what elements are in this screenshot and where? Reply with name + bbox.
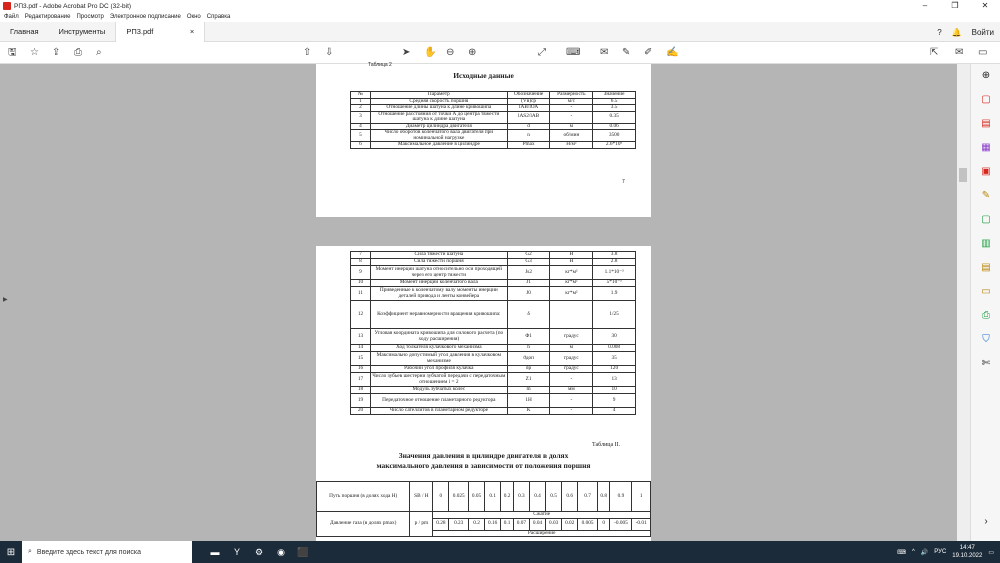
notifications-icon[interactable]: ▭	[988, 549, 994, 556]
sh-value: 0.7	[578, 482, 598, 512]
table-row	[351, 373, 636, 387]
clock[interactable]	[952, 544, 982, 560]
table-cell: 8	[351, 259, 371, 266]
table-row	[351, 408, 636, 415]
table-cell: G2	[507, 252, 550, 259]
tab-tools[interactable]: Инструменты	[58, 26, 106, 36]
table-cell: 3	[351, 111, 371, 123]
prev-page-icon[interactable]: ⇧	[303, 47, 312, 58]
help-icon[interactable]: ?	[937, 27, 942, 37]
table-row	[351, 252, 636, 259]
table-cell: градус	[550, 329, 593, 345]
table-cell: Передаточное отношение планетарного редуктора	[370, 394, 507, 408]
table-cell: Максимально допустимый угол давления в кулачковом механизме	[370, 352, 507, 366]
table-cell: d	[507, 123, 550, 130]
table-cell: 5	[351, 130, 371, 142]
menu-file[interactable]: Файл	[4, 14, 19, 20]
table-cell: 5*10⁻³	[593, 280, 636, 287]
table-cell: 13	[351, 329, 371, 345]
more-tools-icon[interactable]: ✄	[981, 358, 991, 369]
menu-esign[interactable]: Электронное подписание	[109, 14, 181, 20]
table-cell: δp	[507, 366, 550, 373]
fit-page-icon[interactable]: ⤢	[538, 47, 546, 58]
sh-value: 0.1	[485, 482, 501, 512]
table-cell: 2	[351, 105, 371, 112]
table-cell: Н/м²	[550, 142, 593, 149]
app-icon[interactable]: ⚙	[254, 546, 264, 557]
menu-help[interactable]: Справка	[206, 14, 231, 20]
table-cell: -	[550, 408, 593, 415]
print-production-icon[interactable]: ⎙	[982, 310, 990, 321]
page-title: Исходные данные	[453, 71, 514, 80]
taskbar-search-placeholder: Введите здесь текст для поиска	[36, 548, 141, 556]
compare-icon[interactable]: ▤	[981, 262, 991, 273]
table-cell: -	[550, 111, 593, 123]
table-cell: J0	[507, 287, 550, 301]
table-cell: Диаметр цилиндра двигателя	[370, 123, 507, 130]
parameters-table	[350, 251, 636, 415]
taskbar-search[interactable]	[22, 541, 192, 563]
table-cell: 14	[351, 345, 371, 352]
scan-icon[interactable]: ▭	[981, 286, 991, 297]
table-cell: Н	[550, 259, 593, 266]
search-icon[interactable]: ⌕	[96, 47, 102, 58]
toolbar	[0, 42, 1000, 64]
table-row	[351, 366, 636, 373]
acrobat-icon	[3, 2, 11, 10]
table-caption-2: Таблица II.	[592, 442, 621, 448]
table-cell: Сила тяжести поршня	[370, 259, 507, 266]
table-row	[351, 345, 636, 352]
table-cell: 10	[351, 280, 371, 287]
table-cell: K	[507, 408, 550, 415]
pressure-label: Давление газа (в долях pmax)	[317, 512, 410, 537]
sh-value: 0	[433, 482, 449, 512]
edit-pdf-icon[interactable]: ▦	[981, 142, 991, 153]
pdf-page-8	[316, 246, 651, 541]
signin-button[interactable]: Войти	[971, 27, 994, 37]
table-cell: Момент инерции шатуна относительно оси проходящей через его центр тяжести	[370, 266, 507, 280]
table-cell: Угловая координата кривошипа для силового расчета (по ходу расширения)	[370, 329, 507, 345]
table-cell: 9	[351, 266, 371, 280]
table-row	[351, 142, 636, 149]
minimize-button[interactable]: –	[922, 1, 928, 10]
table-row	[351, 259, 636, 266]
windows-start-icon[interactable]: ⊞	[6, 546, 16, 558]
p-value: 0.04	[529, 518, 545, 530]
table-header-cell: Обозначение	[507, 92, 550, 99]
combine-icon[interactable]: ▥	[981, 238, 991, 249]
table-cell: 19	[351, 394, 371, 408]
path-label: Путь поршня (в долях хода H)	[317, 482, 410, 512]
table-cell: 3.8	[593, 252, 636, 259]
table-cell: 1.1*10⁻³	[593, 266, 636, 280]
table-row	[351, 394, 636, 408]
table-cell: 4	[593, 408, 636, 415]
sh-value: 0.5	[546, 482, 562, 512]
sh-value: 0.3	[513, 482, 529, 512]
table-cell: 6	[351, 142, 371, 149]
table-cell: 9	[593, 394, 636, 408]
table-cell: 1H	[507, 394, 550, 408]
clock-date: 19.10.2022	[952, 553, 983, 559]
table-cell: 16	[351, 366, 371, 373]
highlight-icon[interactable]: ✐	[644, 47, 653, 58]
table-cell: 35	[593, 352, 636, 366]
maximize-button[interactable]: ❐	[951, 1, 959, 10]
table-row	[351, 111, 636, 123]
table-cell: об/мин	[550, 130, 593, 142]
hand-tool-icon[interactable]: ✋	[424, 47, 437, 58]
table-row	[351, 329, 636, 345]
bell-icon[interactable]: 🔔	[951, 27, 962, 37]
table-cell: 17	[351, 373, 371, 387]
fill-sign-icon[interactable]: ✎	[981, 190, 991, 201]
zoom-out-icon[interactable]: ⊖	[446, 47, 455, 58]
table-cell: м	[550, 123, 593, 130]
chrome-icon[interactable]: ◉	[277, 546, 285, 557]
table-cell: 15	[351, 352, 371, 366]
table-cell: G3	[507, 259, 550, 266]
p-value: 0.16	[485, 518, 501, 530]
tab-document-label: РП3.pdf	[126, 26, 154, 36]
table-cell: Pmax	[507, 142, 550, 149]
table-header-cell: Размерность	[550, 92, 593, 99]
table-cell: 20	[351, 408, 371, 415]
sh-value: 0.9	[610, 482, 632, 512]
table-cell: Рабочий угол профиля кулачка	[370, 366, 507, 373]
menu-view[interactable]: Просмотр	[76, 14, 104, 20]
print-icon[interactable]: ⎙	[74, 47, 82, 58]
zoom-tool-icon[interactable]: ⊕	[981, 70, 991, 81]
table-cell: 1	[351, 98, 371, 105]
table-cell: Число оборотов коленчатого вала двигателя при номинальной нагрузке	[370, 130, 507, 142]
menu-window[interactable]: Окно	[186, 14, 201, 20]
table-cell: 13	[593, 373, 636, 387]
share-icon[interactable]: ⇱	[930, 47, 939, 58]
table-cell: 11	[351, 287, 371, 301]
p-value: 0.1	[501, 518, 514, 530]
table-cell: 30	[593, 329, 636, 345]
table-cell: 4	[351, 123, 371, 130]
table-cell: h	[507, 345, 550, 352]
p-value: 0.28	[433, 518, 449, 530]
menu-bar	[0, 12, 1000, 22]
table-row	[351, 301, 636, 329]
volume-icon[interactable]: 🔊	[920, 549, 929, 556]
table-cell	[550, 301, 593, 329]
p-value: 0.2	[469, 518, 485, 530]
p-value: 0.07	[513, 518, 529, 530]
table-cell: Модуль зубчатых колес	[370, 387, 507, 394]
keyboard-icon[interactable]: ⌨	[566, 47, 581, 58]
page-number: 7	[622, 179, 625, 185]
yandex-browser-icon[interactable]: Y	[233, 547, 240, 557]
table-cell: Максимальное давление в цилиндре	[370, 142, 507, 149]
table-cell: Н	[550, 252, 593, 259]
create-pdf-icon[interactable]: ▢	[981, 94, 991, 105]
table-cell: 0.06	[593, 123, 636, 130]
sh-value: 0.05	[469, 482, 485, 512]
table-cell: Z1	[507, 373, 550, 387]
table-cell: Число зубьев шестерни зубчатой передачи с передаточным отношением i = 2	[372, 372, 506, 385]
table-cell: 2.8	[593, 259, 636, 266]
table-row	[351, 130, 636, 142]
expand-left-panel-icon[interactable]: ▶	[3, 297, 8, 303]
table-row	[351, 280, 636, 287]
table-cell: (Vв)ср	[507, 98, 550, 105]
input-language[interactable]: РУС	[934, 549, 947, 555]
table-row	[351, 352, 636, 366]
table-cell: Приведенные к коленчатому валу моменты инерции деталей привода и ленты конвейера	[370, 287, 507, 301]
acrobat-taskbar-icon[interactable]: ⬛	[297, 546, 309, 557]
table-cell: 7	[351, 252, 371, 259]
scrollbar-thumb[interactable]	[959, 168, 967, 182]
vertical-scrollbar[interactable]	[957, 64, 970, 541]
save-icon[interactable]: 🖫	[8, 47, 17, 58]
table-cell: градус	[550, 352, 593, 366]
table-cell: 0.008	[593, 345, 636, 352]
send-review-icon[interactable]: ▢	[981, 214, 991, 225]
p-value: 0.02	[562, 518, 578, 530]
table-cell: м/с	[550, 98, 593, 105]
table-row	[351, 266, 636, 280]
sh-value: 1	[632, 482, 651, 512]
next-page-icon[interactable]: ⇩	[325, 47, 334, 58]
table-cell: Средняя скорость поршня	[370, 98, 507, 105]
table-cell: 1/25	[593, 301, 636, 329]
table-cell: Сила тяжести шатуна	[370, 252, 507, 259]
table-header-cell: №	[351, 92, 371, 99]
table-cell: градус	[550, 366, 593, 373]
table-cell: кг*м²	[550, 280, 593, 287]
sign-icon[interactable]: ✍	[666, 47, 679, 58]
table-header-cell: Значение	[593, 92, 636, 99]
table-cell: lAS2/lAB	[507, 111, 550, 123]
table-cell: lАВ/lОА	[507, 105, 550, 112]
table-row	[351, 287, 636, 301]
table-cell: 3500	[593, 130, 636, 142]
keyboard-tray-icon[interactable]: ⌨	[897, 549, 906, 556]
zoom-in-icon[interactable]: ⊕	[468, 47, 477, 58]
table-cell: Число сателлитов в планетарном редукторе	[370, 408, 507, 415]
table-cell: n	[507, 130, 550, 142]
table-cell: Js2	[507, 266, 550, 280]
p-value: -0.005	[610, 518, 632, 530]
table-cell: 0.35	[593, 111, 636, 123]
p-value: 0.005	[578, 518, 598, 530]
taskbar	[0, 541, 1000, 563]
tools-pane	[970, 64, 1000, 541]
table-cell: δ	[507, 301, 550, 329]
sh-value: 0.8	[597, 482, 610, 512]
table2-title-line1: Значения давления в цилиндре двигателя в долях	[398, 451, 569, 460]
source-data-table	[350, 91, 636, 149]
table-cell: 6.5	[593, 98, 636, 105]
table-cell: m	[507, 387, 550, 394]
table-row	[351, 387, 636, 394]
p-value: 0	[597, 518, 610, 530]
table-cell: 18	[351, 387, 371, 394]
table-cell: ϑдоп	[507, 352, 550, 366]
compression-label: Сжатие	[433, 512, 651, 519]
window-title: РП3.pdf - Adobe Acrobat Pro DC (32-bit)	[14, 2, 132, 10]
export-pdf-icon[interactable]: ▤	[981, 118, 991, 129]
bookmark-star-icon[interactable]: ☆	[30, 47, 39, 58]
collapse-pane-icon[interactable]: ›	[984, 516, 988, 527]
table-cell: Момент инерции коленчатого вала	[370, 280, 507, 287]
pdf-page-7	[316, 64, 651, 217]
table-cell: -	[550, 394, 593, 408]
upload-icon[interactable]: ⇪	[52, 47, 61, 58]
table-header-cell: Параметр	[370, 92, 507, 99]
comment-icon[interactable]: ✉	[600, 47, 609, 58]
sh-value: 0.2	[501, 482, 514, 512]
table-caption: Таблица 2	[368, 62, 392, 68]
sh-value: 0.025	[449, 482, 469, 512]
tab-document[interactable]	[115, 22, 205, 42]
table-cell: 12	[351, 301, 371, 329]
sh-value: 0.6	[562, 482, 578, 512]
table-cell: кг*м²	[550, 287, 593, 301]
file-explorer-icon[interactable]: ▬	[210, 547, 220, 557]
p-value: 0.03	[546, 518, 562, 530]
table-cell: 120	[593, 366, 636, 373]
mail-icon[interactable]: ✉	[955, 47, 964, 58]
table-cell: м	[550, 345, 593, 352]
close-tab-icon[interactable]: ×	[189, 26, 195, 36]
p-value: -0.01	[632, 518, 651, 530]
table-cell: Φ1	[507, 329, 550, 345]
organize-icon[interactable]: ▣	[981, 166, 991, 177]
table-cell: Отношение расстояния от точки А до центра тяжести шатуна к длине шатуна	[370, 111, 507, 123]
comments-icon[interactable]: ▭	[978, 47, 988, 58]
table-cell: Отношение длины шатуна к длине кривошипа	[370, 105, 507, 112]
table-cell: -	[550, 105, 593, 112]
sh-symbol: SB / H	[410, 482, 433, 512]
protect-icon[interactable]: ⛉	[982, 334, 990, 345]
close-window-button[interactable]: ✕	[981, 1, 989, 10]
search-icon-taskbar: ⌕	[28, 548, 32, 555]
table-cell: 2.6*10⁶	[593, 142, 636, 149]
select-cursor-icon[interactable]: ➤	[402, 47, 411, 58]
menu-edit[interactable]: Редактирование	[24, 14, 71, 20]
table-cell: мм	[550, 387, 593, 394]
table-cell: Ход толкателя кулачкового механизма	[370, 345, 507, 352]
table-cell: J1	[507, 280, 550, 287]
table-cell: 3.5	[593, 105, 636, 112]
pressure-table	[316, 481, 651, 537]
p-value: 0.23	[449, 518, 469, 530]
tab-bar	[0, 22, 1000, 42]
clock-time: 14:47	[959, 545, 975, 551]
tab-home[interactable]: Главная	[10, 26, 39, 36]
table-cell: кг*м²	[550, 266, 593, 280]
table-cell: 1.9	[593, 287, 636, 301]
pen-icon[interactable]: ✎	[622, 47, 631, 58]
title-bar	[0, 0, 1000, 12]
sh-value: 0.4	[529, 482, 545, 512]
table-cell: 10	[593, 387, 636, 394]
table2-title-line2: максимального давления в зависимости от положения поршня	[376, 461, 591, 470]
tray-chevron-icon[interactable]: ^	[911, 549, 915, 555]
expansion-label: Расширение	[433, 530, 651, 537]
p-symbol: p / pm	[410, 512, 433, 537]
table-cell: -	[550, 373, 593, 387]
table-cell: Коэффициент неравномерности вращения кривошипа:	[370, 301, 507, 329]
